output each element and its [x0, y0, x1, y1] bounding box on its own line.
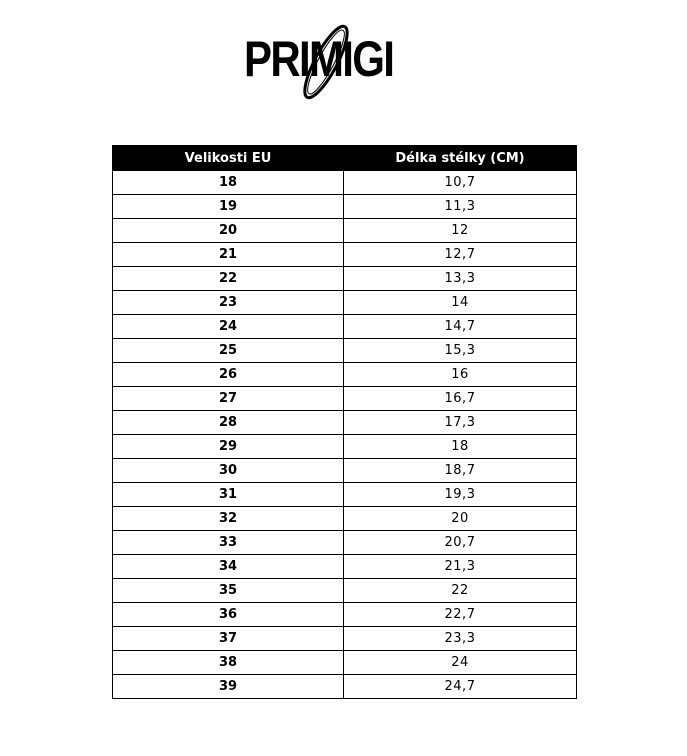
table-row	[113, 483, 577, 507]
brand-name: PRIMIGI	[244, 31, 394, 87]
size-cell: 39	[113, 675, 344, 699]
table-row	[113, 315, 577, 339]
length-cell: 15,3	[344, 339, 577, 363]
length-cell: 19,3	[344, 483, 577, 507]
length-cell: 23,3	[344, 627, 577, 651]
length-cell: 21,3	[344, 555, 577, 579]
table-header-row	[113, 146, 577, 171]
table-row	[113, 507, 577, 531]
length-cell: 18,7	[344, 459, 577, 483]
table-row	[113, 387, 577, 411]
length-cell: 13,3	[344, 267, 577, 291]
length-cell: 16	[344, 363, 577, 387]
size-cell: 38	[113, 651, 344, 675]
length-cell: 22,7	[344, 603, 577, 627]
length-cell: 14,7	[344, 315, 577, 339]
primigi-logo	[238, 10, 428, 105]
table-row	[113, 291, 577, 315]
table-row	[113, 219, 577, 243]
size-cell: 34	[113, 555, 344, 579]
length-cell: 24	[344, 651, 577, 675]
length-cell: 12	[344, 219, 577, 243]
table-row	[113, 675, 577, 699]
length-cell: 16,7	[344, 387, 577, 411]
size-cell: 18	[113, 171, 344, 195]
table-row	[113, 267, 577, 291]
table-row	[113, 459, 577, 483]
size-cell: 25	[113, 339, 344, 363]
size-cell: 29	[113, 435, 344, 459]
size-cell: 28	[113, 411, 344, 435]
size-cell: 32	[113, 507, 344, 531]
length-cell: 18	[344, 435, 577, 459]
size-cell: 24	[113, 315, 344, 339]
table-row	[113, 627, 577, 651]
size-cell: 36	[113, 603, 344, 627]
size-cell: 21	[113, 243, 344, 267]
table-row	[113, 363, 577, 387]
size-cell: 22	[113, 267, 344, 291]
size-cell: 23	[113, 291, 344, 315]
table-row	[113, 195, 577, 219]
table-row	[113, 555, 577, 579]
size-cell: 35	[113, 579, 344, 603]
table-row	[113, 243, 577, 267]
size-cell: 20	[113, 219, 344, 243]
table-row	[113, 339, 577, 363]
size-cell: 30	[113, 459, 344, 483]
header-size-eu: Velikosti EU	[113, 146, 344, 171]
length-cell: 22	[344, 579, 577, 603]
size-cell: 26	[113, 363, 344, 387]
length-cell: 20,7	[344, 531, 577, 555]
table-row	[113, 651, 577, 675]
length-cell: 14	[344, 291, 577, 315]
size-cell: 33	[113, 531, 344, 555]
header-insole-length: Délka stélky (CM)	[344, 146, 577, 171]
length-cell: 20	[344, 507, 577, 531]
size-cell: 19	[113, 195, 344, 219]
length-cell: 11,3	[344, 195, 577, 219]
size-cell: 37	[113, 627, 344, 651]
table-row	[113, 411, 577, 435]
table-row	[113, 579, 577, 603]
length-cell: 12,7	[344, 243, 577, 267]
size-cell: 27	[113, 387, 344, 411]
length-cell: 17,3	[344, 411, 577, 435]
size-chart-table	[112, 145, 577, 699]
table-row	[113, 531, 577, 555]
table-row	[113, 171, 577, 195]
table-row	[113, 435, 577, 459]
size-cell: 31	[113, 483, 344, 507]
length-cell: 10,7	[344, 171, 577, 195]
length-cell: 24,7	[344, 675, 577, 699]
table-row	[113, 603, 577, 627]
